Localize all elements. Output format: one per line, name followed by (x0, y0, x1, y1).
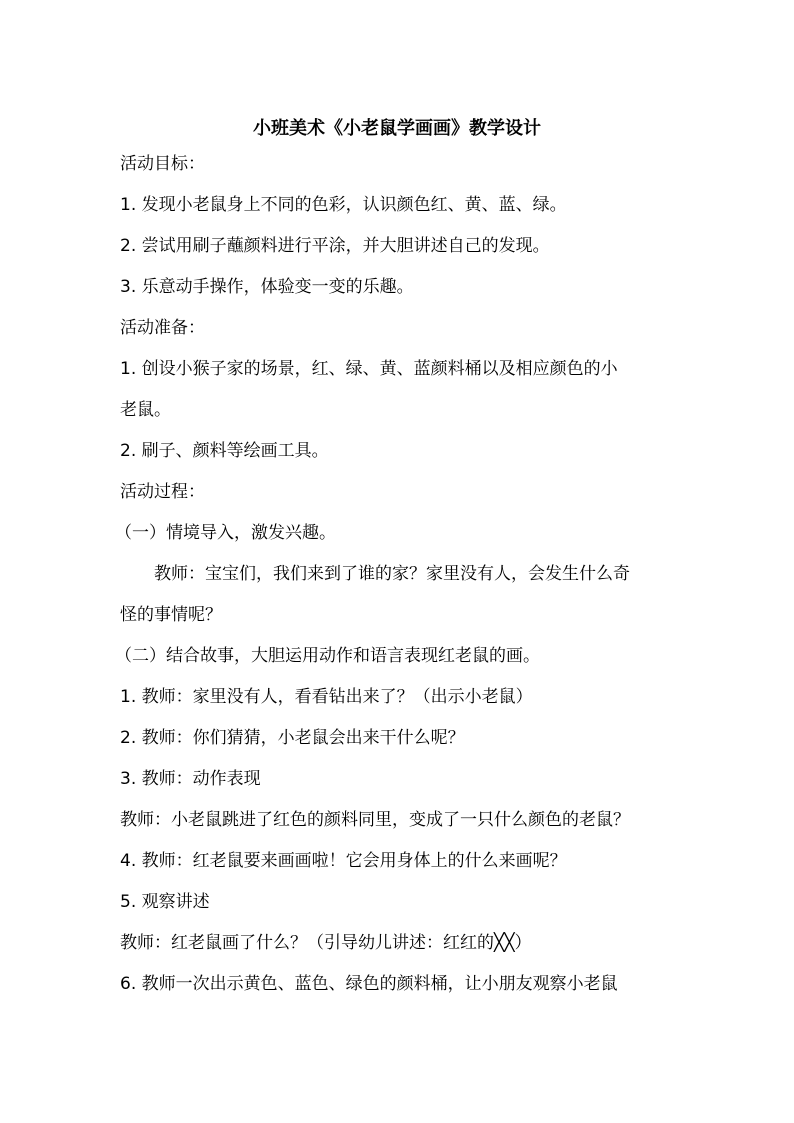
process-step-heading: （二）结合故事，大胆运用动作和语言表现红老鼠的画。 (115, 646, 540, 666)
process-item: 2. 教师：你们猜猜，小老鼠会出来干什么呢？ (120, 728, 465, 748)
preparation-item: 2. 刷子、颜料等绘画工具。 (120, 441, 329, 461)
section-heading-goals: 活动目标： (120, 154, 205, 174)
goal-item: 1. 发现小老鼠身上不同的色彩，认识颜色红、黄、蓝、绿。 (120, 195, 567, 215)
preparation-item-continued: 老鼠。 (120, 400, 171, 420)
process-item: 4. 教师：红老鼠要来画画啦！它会用身体上的什么来画呢？ (120, 851, 567, 871)
document-title: 小班美术《小老鼠学画画》教学设计 (253, 118, 541, 140)
teacher-dialogue: 教师：宝宝们，我们来到了谁的家？家里没有人，会发生什么奇 (154, 564, 630, 584)
process-item: 5. 观察讲述 (120, 892, 210, 912)
process-item: 6. 教师一次出示黄色、蓝色、绿色的颜料桶，让小朋友观察小老鼠 (120, 974, 618, 994)
goal-item: 3. 乐意动手操作，体验变一变的乐趣。 (120, 277, 414, 297)
teacher-dialogue: 教师：小老鼠跳进了红色的颜料同里，变成了一只什么颜色的老鼠？ (120, 810, 630, 830)
section-heading-process: 活动过程： (120, 482, 205, 502)
process-item: 1. 教师：家里没有人，看看钻出来了？（出示小老鼠） (120, 687, 533, 707)
process-step-heading: （一）情境导入，激发兴趣。 (115, 523, 336, 543)
teacher-dialogue-continued: 怪的事情呢？ (120, 605, 222, 625)
teacher-dialogue: 教师：红老鼠画了什么？（引导幼儿讲述：红红的╳╳） (120, 933, 532, 953)
preparation-item: 1. 创设小猴子家的场景，红、绿、黄、蓝颜料桶以及相应颜色的小 (120, 359, 618, 379)
document-body (115, 144, 680, 1005)
section-heading-preparation: 活动准备： (120, 318, 205, 338)
process-item: 3. 教师：动作表现 (120, 769, 261, 789)
goal-item: 2. 尝试用刷子蘸颜料进行平涂，并大胆讲述自己的发现。 (120, 236, 550, 256)
